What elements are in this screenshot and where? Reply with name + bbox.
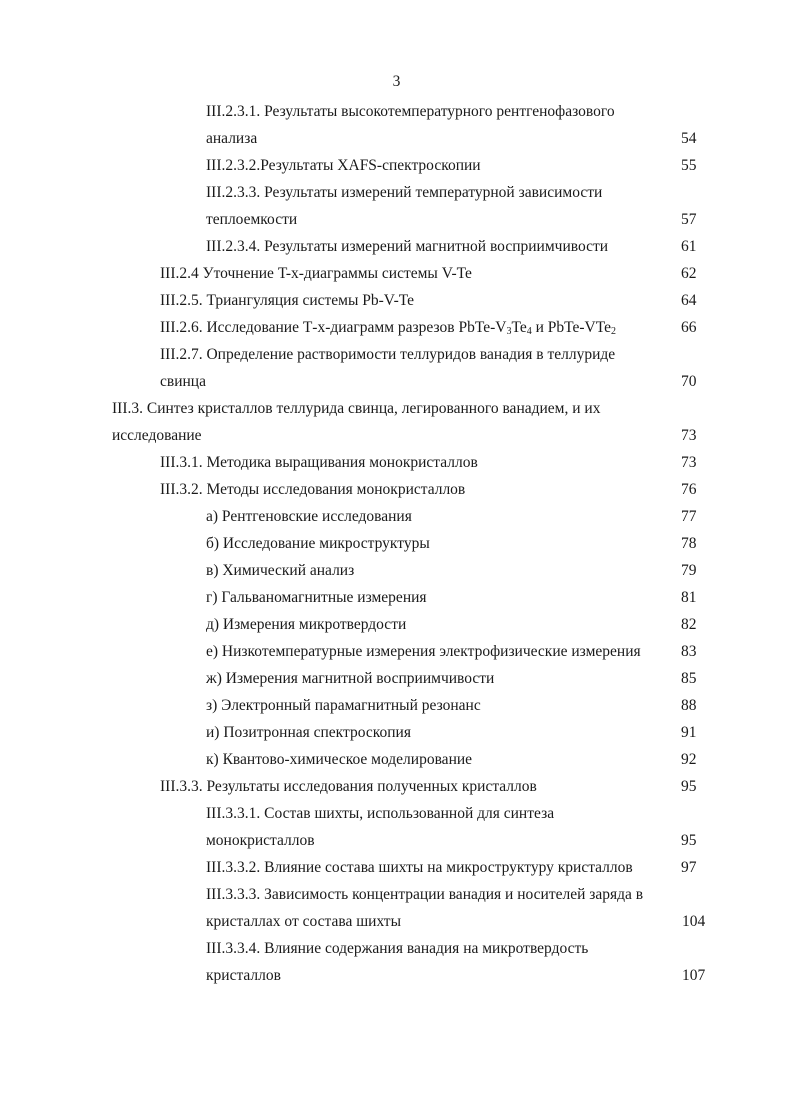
toc-page-332-d: 82	[681, 616, 697, 633]
toc-entry-3333: III.3.3.3. Зависимость концентрации ванадия и носителей заряда в	[206, 886, 644, 903]
toc-page-332-zh: 85	[681, 670, 697, 687]
toc-page-3233: 57	[681, 211, 697, 228]
toc-page-332-v: 79	[681, 562, 697, 579]
toc-page-333: 95	[681, 778, 697, 795]
page-number: 3	[392, 73, 401, 90]
toc-page-3231: 54	[681, 130, 697, 147]
toc-entry-332-zh: ж) Измерения магнитной восприимчивости	[206, 670, 495, 687]
toc-entry-325: III.2.5. Триангуляция системы Pb-V-Te	[160, 292, 415, 309]
subscript-4: 4	[526, 326, 532, 337]
toc-entry-3231: III.2.3.1. Результаты высокотемпературного рентгенофазового	[206, 103, 615, 120]
toc-page-332-e: 83	[681, 643, 697, 660]
toc-page-327: 70	[681, 373, 697, 390]
toc-entry-327: III.2.7. Определение растворимости теллуридов ванадия в теллуриде	[160, 346, 616, 363]
toc-page-332-g: 81	[681, 589, 697, 606]
toc-entry-326-part-a: III.2.6. Исследование Т-х-диаграмм разрезов PbTe-V	[160, 319, 507, 336]
toc-page-3234: 61	[681, 238, 697, 255]
toc-entry-332-d: д) Измерения микротвердости	[206, 616, 407, 633]
toc-entry-332-e: е) Низкотемпературные измерения электрофизические измерения	[206, 643, 641, 660]
toc-entry-331: III.3.1. Методика выращивания монокристаллов	[160, 454, 478, 471]
toc-entry-332: III.3.2. Методы исследования монокристаллов	[160, 481, 466, 498]
toc-entry-3334: III.3.3.4. Влияние содержания ванадия на микротвердость	[206, 940, 589, 957]
toc-entry-3231-cont: анализа	[206, 130, 258, 147]
toc-entry-333: III.3.3. Результаты исследования полученных кристаллов	[160, 778, 537, 795]
toc-entry-3233: III.2.3.3. Результаты измерений температурной зависимости	[206, 184, 603, 201]
toc-entry-332-a: а) Рентгеновские исследования	[206, 508, 412, 525]
toc-entry-3234: III.2.3.4. Результаты измерений магнитной восприимчивости	[206, 238, 609, 255]
toc-page-331: 73	[681, 454, 697, 471]
toc-entry-3232: III.2.3.2.Результаты XAFS-спектроскопии	[206, 157, 481, 174]
toc-page-3333: 104	[682, 913, 706, 930]
toc-page-326: 66	[681, 319, 697, 336]
toc-entry-326-part-b: Te	[511, 319, 527, 336]
toc-entry-3233-cont: теплоемкости	[206, 211, 298, 228]
toc-entry-324: III.2.4 Уточнение T-x-диаграммы системы V-Te	[160, 265, 472, 282]
toc-entry-3331: III.3.3.1. Состав шихты, использованной для синтеза	[206, 805, 555, 822]
toc-entry-332-z: з) Электронный парамагнитный резонанс	[206, 697, 481, 714]
toc-page-332-a: 77	[681, 508, 697, 525]
toc-page-332-k: 92	[681, 751, 697, 768]
subscript-2: 2	[611, 326, 617, 337]
toc-entry-326	[160, 318, 616, 338]
toc-entry-332-g: г) Гальваномагнитные измерения	[206, 589, 427, 606]
toc-page-332-z: 88	[681, 697, 697, 714]
toc-entry-332-k: к) Квантово-химическое моделирование	[206, 751, 473, 768]
toc-page-325: 64	[681, 292, 697, 309]
toc-entry-3332: III.3.3.2. Влияние состава шихты на микроструктуру кристаллов	[206, 859, 633, 876]
toc-entry-33: III.3. Синтез кристаллов теллурида свинца, легированного ванадием, и их	[112, 400, 601, 417]
subscript-3: 3	[506, 326, 512, 337]
toc-entry-326-part-c: и PbTe-VTe	[531, 319, 612, 336]
toc-entry-332-b: б) Исследование микроструктуры	[206, 535, 430, 552]
toc-entry-332-i: и) Позитронная спектроскопия	[206, 724, 411, 741]
toc-entry-33-cont: исследование	[112, 427, 202, 444]
toc-page-324: 62	[681, 265, 697, 282]
toc-page-3232: 55	[681, 157, 697, 174]
toc-page-3334: 107	[682, 967, 706, 984]
toc-entry-3333-cont: кристаллах от состава шихты	[206, 913, 401, 930]
toc-entry-327-cont: свинца	[160, 373, 206, 390]
toc-entry-332-v: в) Химический анализ	[206, 562, 355, 579]
toc-page-3331: 95	[681, 832, 697, 849]
toc-page-332-i: 91	[681, 724, 697, 741]
toc-page-33: 73	[681, 427, 697, 444]
toc-page-3332: 97	[681, 859, 697, 876]
toc-page-332-b: 78	[681, 535, 697, 552]
toc-page-332: 76	[681, 481, 697, 498]
toc-entry-3334-cont: кристаллов	[206, 967, 281, 984]
toc-entry-3331-cont: монокристаллов	[206, 832, 315, 849]
